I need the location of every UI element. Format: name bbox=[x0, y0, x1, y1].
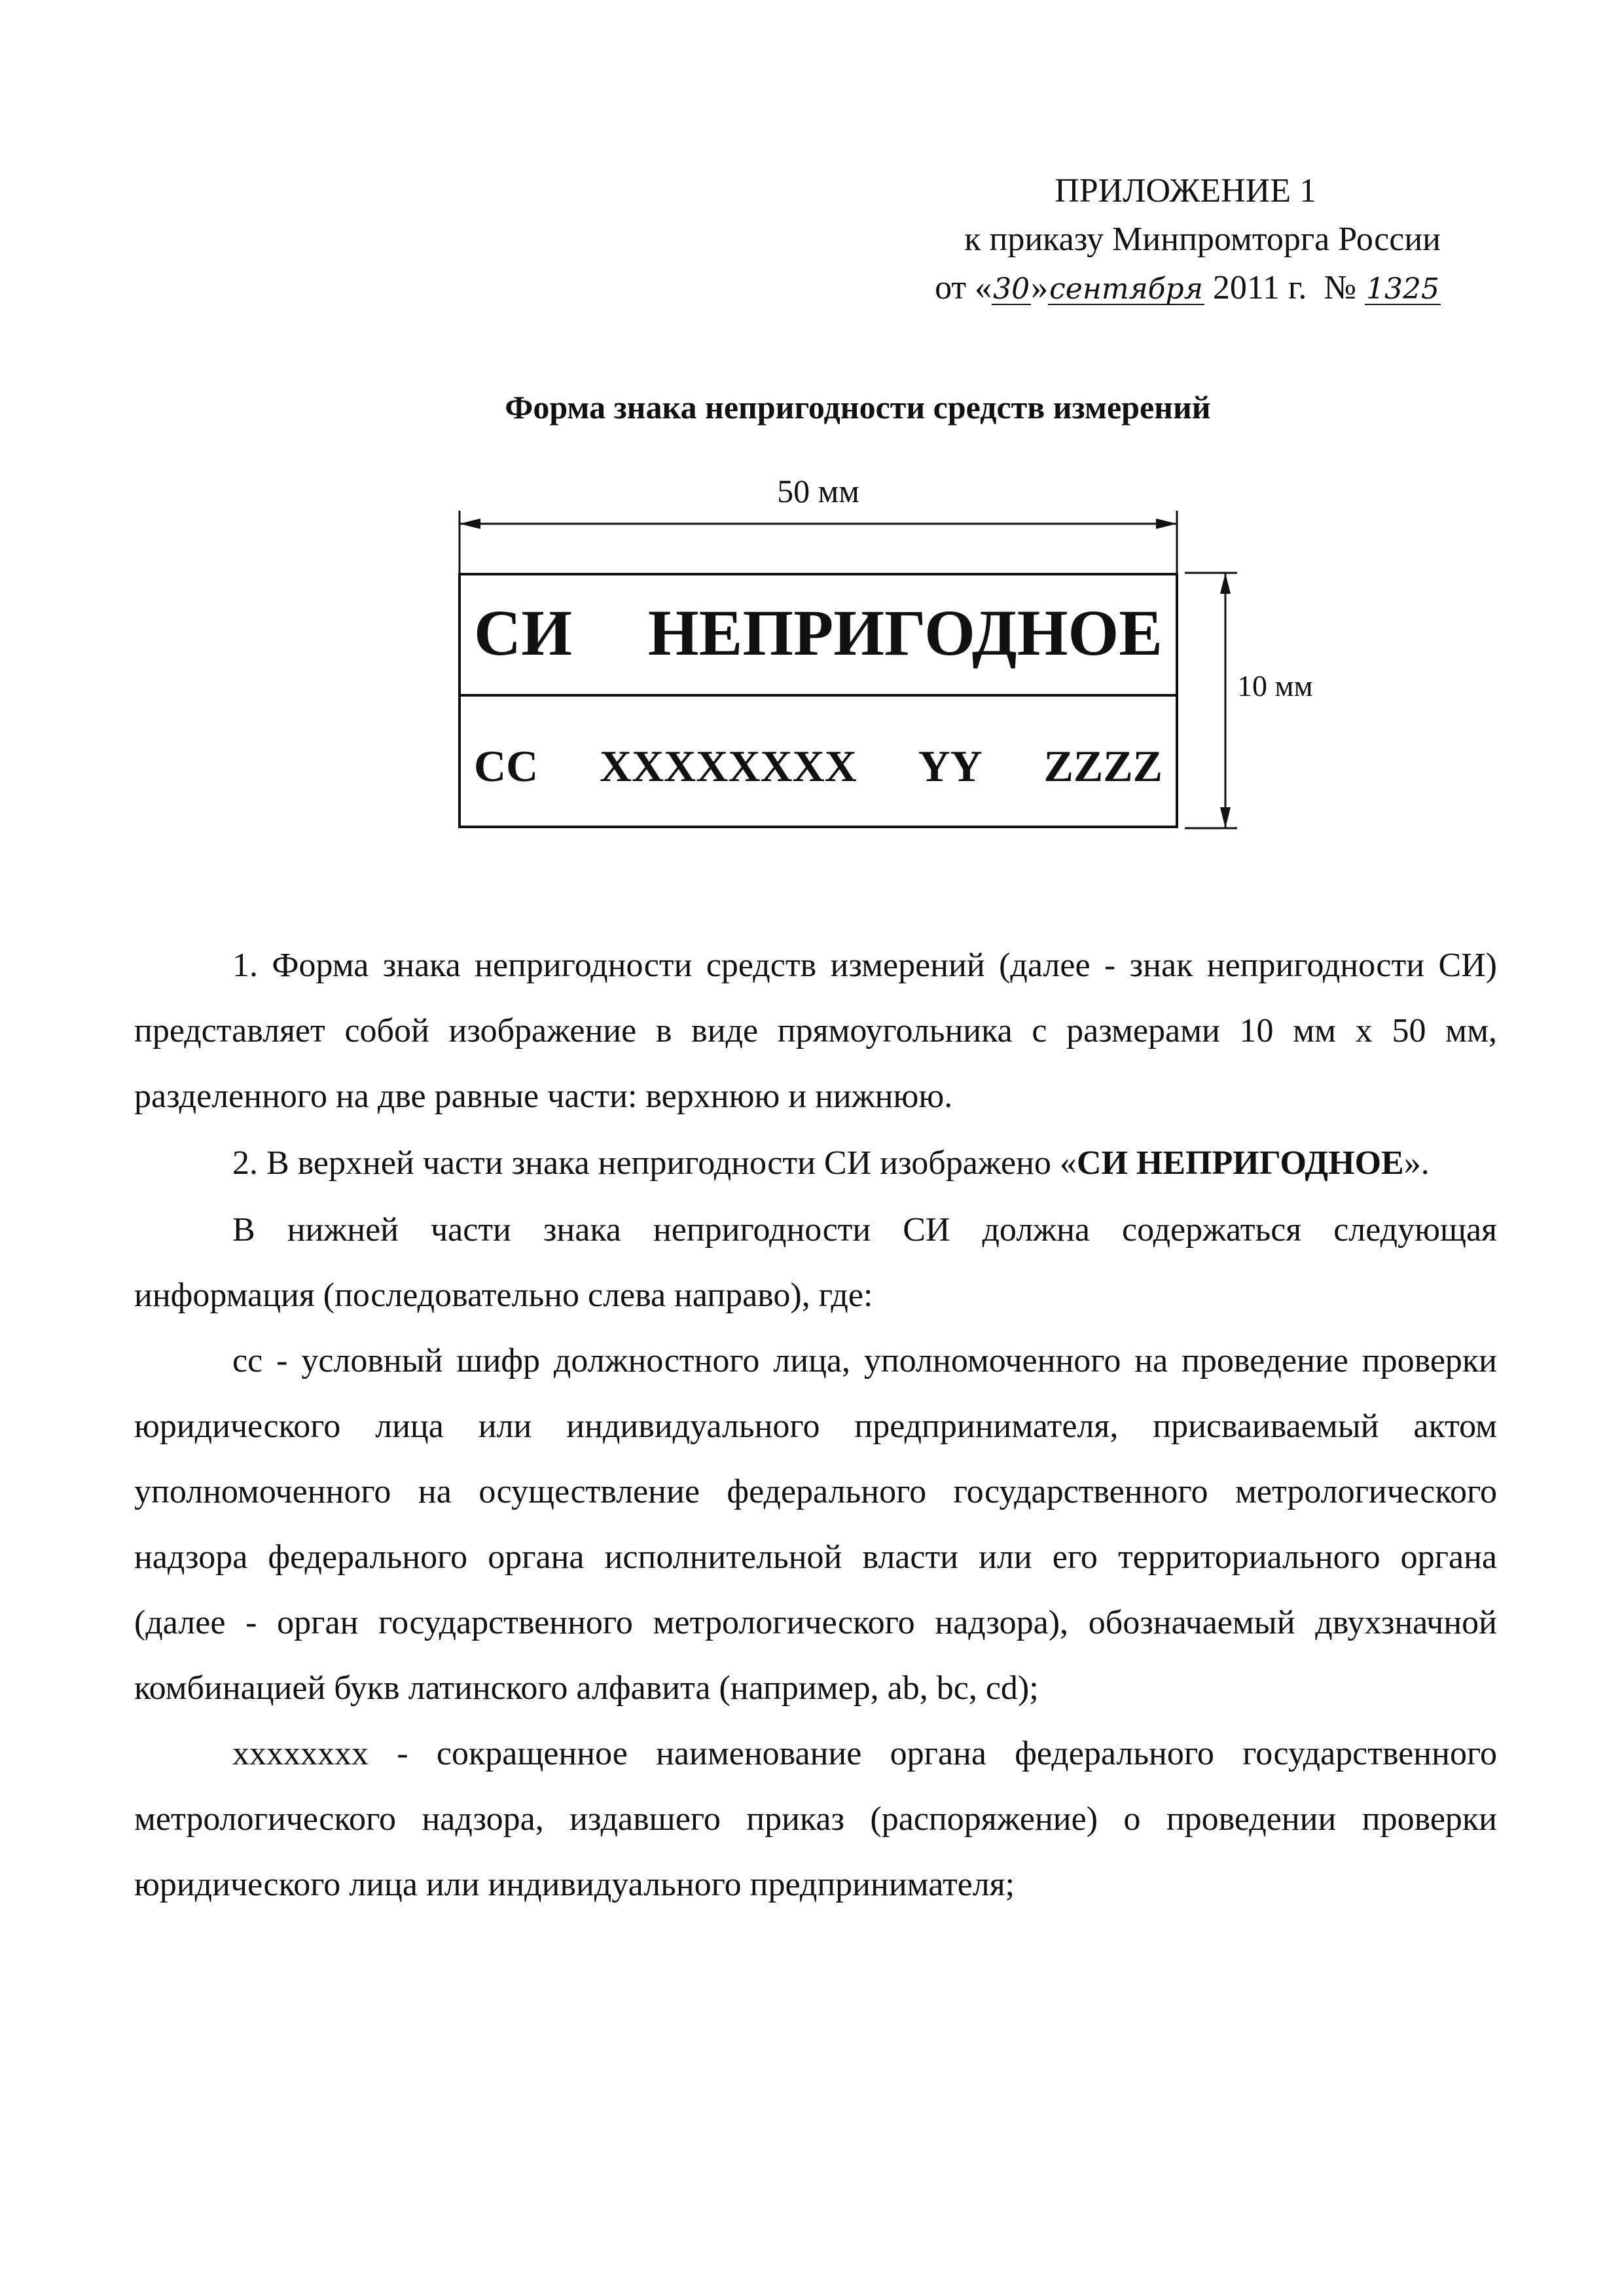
order-reference: к приказу Минпромторга России bbox=[964, 221, 1441, 258]
document-body bbox=[134, 933, 1497, 1918]
date-year: 2011 г. bbox=[1212, 269, 1307, 306]
paragraph-3: В нижней части знака непригодности СИ должна содержаться следующая информация (последовательно слева направо), где: bbox=[134, 1211, 1497, 1314]
sign-label-si: СИ bbox=[474, 596, 572, 669]
paragraph-4: сс - условный шифр должностного лица, уполномоченного на проведение проверки юридического лица или индивидуального предпринимателя, присваиваемый актом уполномоченного на осуществление федерального государственного метрологического надзора федерального органа исполнительной власти или его территориального органа (далее - орган государственного метрологического надзора), обозначаемый двухзначной комбинацией букв латинского алфавита (например, ab, bc, cd); bbox=[134, 1342, 1497, 1707]
paragraph-2-bold: СИ НЕПРИГОДНОЕ bbox=[1076, 1144, 1404, 1182]
order-date-line bbox=[786, 264, 1441, 312]
paragraph-2-end: ». bbox=[1403, 1144, 1430, 1182]
width-dimension-arrow bbox=[452, 471, 1185, 576]
appendix-title: ПРИЛОЖЕНИЕ 1 bbox=[1055, 172, 1316, 210]
sign-code-yy: YY bbox=[918, 741, 983, 791]
handwritten-day: 30 bbox=[993, 272, 1030, 306]
height-dimension bbox=[1185, 563, 1368, 838]
sign-code-xxxxxxxx: XXXXXXXX bbox=[599, 741, 857, 791]
number-prefix: № bbox=[1324, 269, 1357, 306]
width-dimension bbox=[452, 471, 1185, 524]
unfitness-sign bbox=[458, 573, 1178, 828]
paragraph-5: хххххххх - сокращенное наименование органа федерального государственного метрологического надзора, издавшего приказ (распоряжение) о проведении проверки юридического лица или индивидуального предпринимателя; bbox=[134, 1735, 1497, 1903]
document-title: Форма знака непригодности средств измерений bbox=[505, 389, 1211, 426]
sign-lower-part bbox=[461, 697, 1176, 826]
date-prefix: от « bbox=[935, 269, 992, 306]
sign-label-unfit: НЕПРИГОДНОЕ bbox=[647, 596, 1163, 669]
handwritten-number: 1325 bbox=[1366, 272, 1439, 306]
sign-diagram bbox=[452, 471, 1368, 838]
paragraph-2-text: 2. В верхней части знака непригодности СИ изображено « bbox=[232, 1144, 1077, 1182]
handwritten-month: сентября bbox=[1049, 272, 1203, 306]
width-dimension-label: 50 мм bbox=[777, 473, 859, 509]
appendix-header bbox=[786, 167, 1441, 312]
date-mid: » bbox=[1031, 269, 1049, 306]
height-dimension-label: 10 мм bbox=[1237, 669, 1313, 702]
paragraph-2 bbox=[134, 1131, 1497, 1196]
paragraph-1: 1. Форма знака непригодности средств измерений (далее - знак непригодности СИ) представляет собой изображение в виде прямоугольника с размерами 10 мм х 50 мм, разделенного на две равные части: верхнюю и нижнюю. bbox=[134, 947, 1497, 1115]
sign-code-zzzz: ZZZZ bbox=[1043, 741, 1163, 791]
sign-code-cc: СС bbox=[474, 741, 539, 791]
sign-upper-part bbox=[461, 575, 1176, 697]
